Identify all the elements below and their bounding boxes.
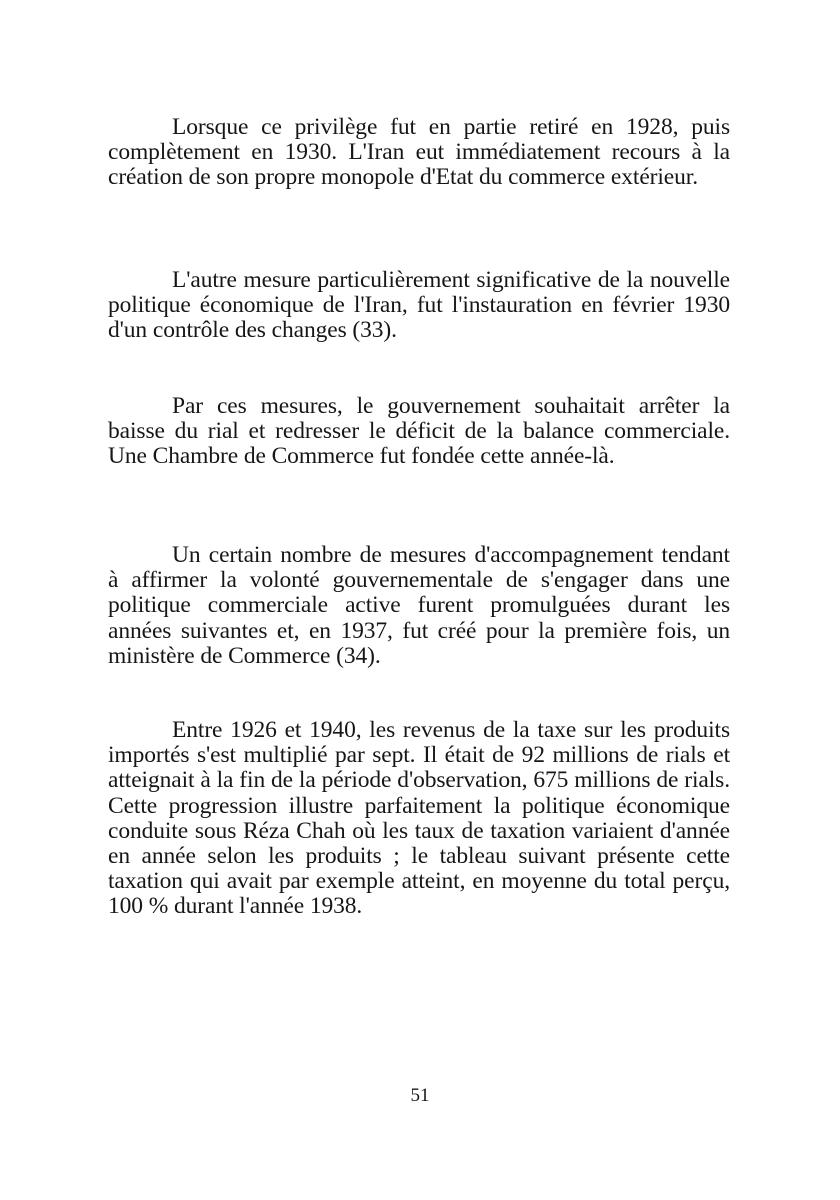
paragraph-chamber-of-commerce: Par ces mesures, le gouvernement souhaitait arrêter la baisse du rial et redresser le déficit de la balance commerciale. Une Chambre de Commerce fut fondée cette année-là. — [108, 393, 730, 470]
paragraph-exchange-control: L'autre mesure particulièrement significative de la nouvelle politique économique de l'Iran, fut l'instauration en février 1930 d'un contrôle des changes (33). — [108, 267, 730, 344]
paragraph-privilege-withdrawal: Lorsque ce privilège fut en partie retiré en 1928, puis complètement en 1930. L'Iran eut immédiatement recours à la création de son propre monopole d'Etat du commerce extérieur. — [108, 114, 730, 191]
page-number: 51 — [410, 1085, 430, 1106]
paragraph-import-tax-revenue: Entre 1926 et 1940, les revenus de la taxe sur les produits importés s'est multiplié par sept. Il était de 92 millions de rials et atteignait à la fin de la période d'observation, 675 millions de rials. Cette progression illustre parfaitement la politique économique conduite sous Réza Chah où les taux de taxation variaient d'année en année selon les produits ; le tableau suivant présente cette taxation qui avait par exemple atteint, en moyenne du total perçu, 100 % durant l'année 1938. — [108, 717, 730, 920]
paragraph-ministry-of-commerce: Un certain nombre de mesures d'accompagnement tendant à affirmer la volonté gouvernementale de s'engager dans une politique commerciale active furent promulguées durant les années suivantes et, en 1937, fut créé pour la première fois, un ministère de Commerce (34). — [108, 542, 730, 669]
